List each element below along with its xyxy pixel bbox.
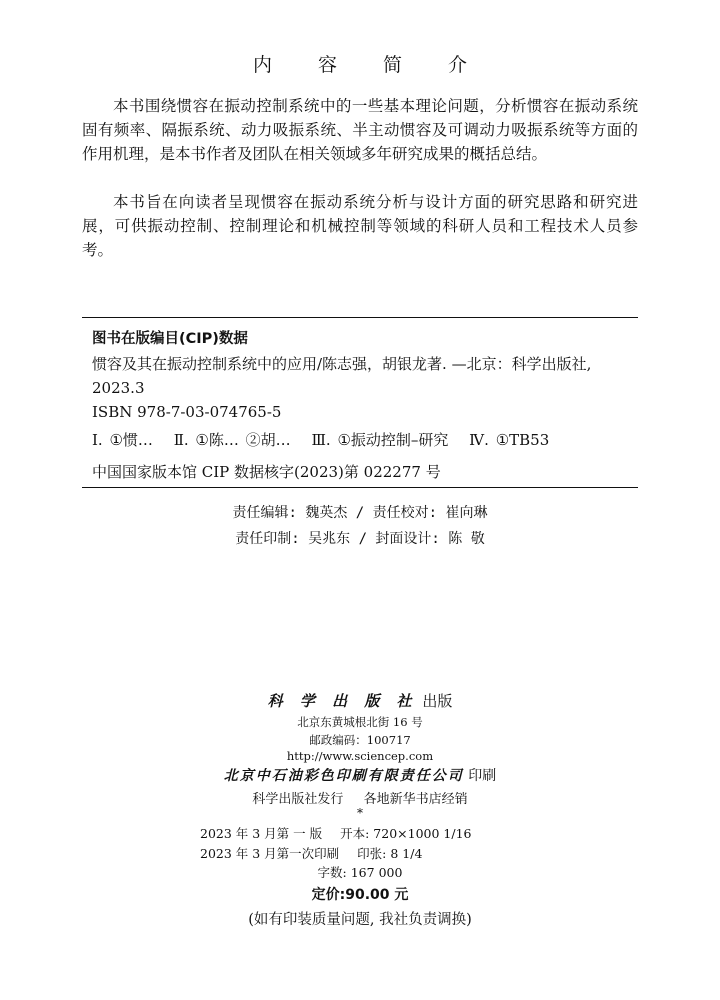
cip-heading: 图书在版编目(CIP)数据 <box>92 331 248 347</box>
distribution-left: 科学出版社发行 <box>252 792 344 807</box>
credits-line-1: 责任编辑: 魏英杰 / 责任校对: 崔向琳 <box>232 505 488 521</box>
edition-info: 2023 年 3 月第 一 版 <box>200 826 323 841</box>
cip-bottom-rule <box>82 487 638 488</box>
cip-class-2: Ⅱ. ①陈… ②胡… <box>173 431 291 449</box>
word-count: 字数: 167 000 <box>317 865 403 880</box>
printer-suffix: 印刷 <box>468 768 497 784</box>
distribution-line <box>0 788 720 807</box>
printer-line <box>0 765 720 785</box>
quality-notice: (如有印装质量问题, 我社负责调换) <box>248 912 472 928</box>
cip-isbn: ISBN 978-7-03-074765-5 <box>92 403 282 421</box>
publisher-website: http://www.sciencep.com <box>286 749 434 763</box>
printing-info: 2023 年 3 月第一次印刷 <box>200 846 340 861</box>
publisher-postcode: 邮政编码：100717 <box>309 733 411 747</box>
publisher-line <box>0 690 720 711</box>
distribution-right: 各地新华书店经销 <box>363 792 468 807</box>
edition-line <box>200 824 486 842</box>
printer-name: 北京中石油彩色印刷有限责任公司 <box>223 768 464 784</box>
sheets-info: 印张: 8 1/4 <box>357 846 423 861</box>
printing-line <box>200 844 436 862</box>
credits-line-2: 责任印制: 吴兆东 / 封面设计: 陈 敬 <box>235 531 485 547</box>
price: 定价:90.00 元 <box>311 887 409 903</box>
section-title: 内 容 简 介 <box>252 54 488 76</box>
cip-class-4: Ⅳ. ①TB53 <box>469 431 550 449</box>
cip-top-rule <box>82 317 638 318</box>
cip-class-1: Ⅰ. ①惯… <box>92 431 153 449</box>
format-info: 开本: 720×1000 1/16 <box>340 826 472 841</box>
imprint-separator: * <box>357 806 363 820</box>
publisher-address: 北京东黄城根北街 16 号 <box>297 715 423 729</box>
publisher-suffix: 出版 <box>422 692 453 710</box>
cip-title-line: 惯容及其在振动控制系统中的应用/陈志强，胡银龙著. —北京：科学出版社, 2023.3 <box>92 355 592 397</box>
cip-record-number: 中国国家版本馆 CIP 数据核字(2023)第 022277 号 <box>92 463 441 481</box>
cip-classification <box>92 428 563 452</box>
intro-paragraph-1: 本书围绕惯容在振动控制系统中的一些基本理论问题，分析惯容在振动系统固有频率、隔振系统、动力吸振系统、半主动惯容及可调动力吸振系统等方面的作用机理，是本书作者及团队在相关领域多年研究成果的概括总结。 <box>82 97 638 163</box>
publisher-name: 科 学 出 版 社 <box>267 692 418 710</box>
intro-paragraph-2: 本书旨在向读者呈现惯容在振动系统分析与设计方面的研究思路和研究进展，可供振动控制、控制理论和机械控制等领域的科研人员和工程技术人员参考。 <box>82 193 638 259</box>
cip-class-3: Ⅲ. ①振动控制–研究 <box>311 431 449 449</box>
